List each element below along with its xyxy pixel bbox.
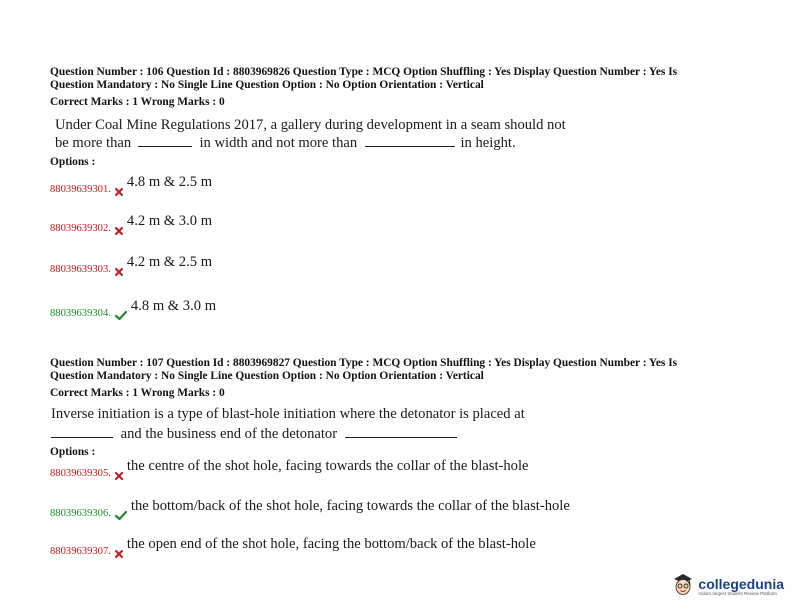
q106-blank-1 bbox=[138, 134, 192, 147]
wrong-cross-icon bbox=[115, 268, 123, 276]
correct-check-icon bbox=[115, 511, 127, 520]
q107-marks: Correct Marks : 1 Wrong Marks : 0 bbox=[50, 387, 225, 399]
option-id: 88039639306. bbox=[50, 508, 111, 519]
q106-header-line2: Question Mandatory : No Single Line Question Option : No Option Orientation : Vertical bbox=[50, 79, 484, 91]
wrong-cross-icon bbox=[115, 550, 123, 558]
q106-options-label: Options : bbox=[50, 156, 96, 168]
q106-header-line1: Question Number : 106 Question Id : 8803969826 Question Type : MCQ Option Shuffling : Yes Display Question Number : Yes Is bbox=[50, 66, 678, 78]
option-text: the open end of the shot hole, facing the bottom/back of the blast-hole bbox=[126, 536, 536, 552]
q106-option-2[interactable] bbox=[50, 213, 212, 235]
q107-options-label: Options : bbox=[50, 446, 96, 458]
q107-text-line1: Inverse initiation is a type of blast-hole initiation where the detonator is placed at bbox=[51, 406, 525, 422]
collegedunia-logo bbox=[671, 571, 784, 602]
option-text: 4.2 m & 2.5 m bbox=[126, 254, 213, 270]
q107-option-1[interactable] bbox=[50, 458, 529, 480]
option-text: 4.8 m & 3.0 m bbox=[130, 298, 217, 314]
q106-blank-2 bbox=[365, 134, 455, 147]
q106-text-line1: Under Coal Mine Regulations 2017, a gallery during development in a seam should not bbox=[55, 117, 566, 133]
option-id: 88039639301. bbox=[50, 184, 111, 195]
option-text: the bottom/back of the shot hole, facing towards the collar of the blast-hole bbox=[130, 498, 570, 514]
q107-text-line2 bbox=[51, 425, 457, 443]
option-id: 88039639304. bbox=[50, 308, 111, 319]
q107-option-3[interactable] bbox=[50, 536, 536, 558]
q107-blank-1 bbox=[51, 425, 113, 438]
wrong-cross-icon bbox=[115, 472, 123, 480]
correct-check-icon bbox=[115, 311, 127, 320]
q106-marks: Correct Marks : 1 Wrong Marks : 0 bbox=[50, 96, 225, 108]
option-text: the centre of the shot hole, facing towards the collar of the blast-hole bbox=[126, 458, 529, 474]
wrong-cross-icon bbox=[115, 227, 123, 235]
q106-option-1[interactable] bbox=[50, 174, 212, 196]
logo-name: collegedunia bbox=[698, 575, 784, 592]
q106-option-3[interactable] bbox=[50, 254, 212, 276]
option-id: 88039639302. bbox=[50, 223, 111, 234]
q106-text-part-b: in width and not more than bbox=[199, 135, 358, 151]
q107-text-part-a: and the business end of the detonator bbox=[120, 426, 338, 442]
wrong-cross-icon bbox=[115, 188, 123, 196]
q106-text-part-c: in height. bbox=[460, 135, 516, 151]
mascot-icon bbox=[671, 571, 695, 602]
q107-option-2[interactable] bbox=[50, 498, 570, 520]
q107-header-line1: Question Number : 107 Question Id : 8803969827 Question Type : MCQ Option Shuffling : Yes Display Question Number : Yes Is bbox=[50, 357, 678, 369]
q106-text-part-a: be more than bbox=[55, 135, 132, 151]
q107-header-line2: Question Mandatory : No Single Line Question Option : No Option Orientation : Vertical bbox=[50, 370, 484, 382]
option-text: 4.8 m & 2.5 m bbox=[126, 174, 213, 190]
q106-option-4[interactable] bbox=[50, 298, 216, 320]
option-text: 4.2 m & 3.0 m bbox=[126, 213, 213, 229]
q106-text-line2 bbox=[55, 134, 516, 152]
option-id: 88039639305. bbox=[50, 468, 111, 479]
logo-tagline: India's largest Student Review Platform bbox=[698, 590, 777, 596]
q107-blank-2 bbox=[345, 425, 457, 438]
option-id: 88039639303. bbox=[50, 264, 111, 275]
option-id: 88039639307. bbox=[50, 546, 111, 557]
